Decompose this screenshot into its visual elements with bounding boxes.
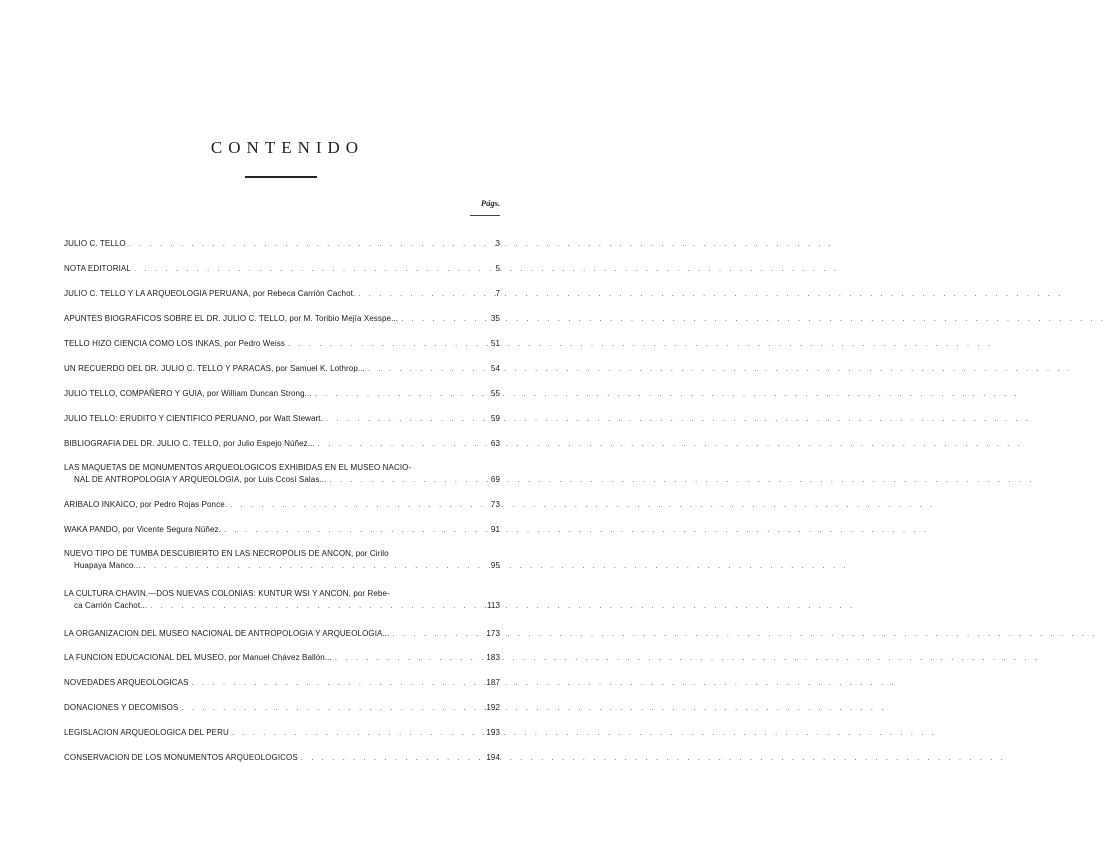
toc-entry <box>64 288 500 300</box>
toc-entry-line <box>64 727 500 739</box>
toc-entry <box>64 499 500 511</box>
toc-entry-title: LEGISLACION ARQUEOLOGICA DEL PERU <box>64 728 229 737</box>
toc-entry-line <box>64 588 500 600</box>
toc-entry-line <box>64 677 500 689</box>
toc-entry-title: LA CULTURA CHAVIN.—DOS NUEVAS COLONIAS: KUNTUR WSI Y ANCON, por Rebe- <box>64 589 390 598</box>
dot-leader <box>365 363 476 375</box>
toc-entry-line <box>64 628 500 640</box>
toc-entry <box>64 677 500 689</box>
toc-entry-page-number: 63 <box>490 439 500 448</box>
dot-leader <box>323 413 476 425</box>
toc-entry-title: JULIO TELLO: ERUDITO Y CIENTIFICO PERUANO, por Watt Stewart. <box>64 414 323 423</box>
toc-entry-line <box>64 474 500 486</box>
dot-leader <box>326 474 476 486</box>
toc-entry <box>64 263 500 275</box>
toc-entry-line <box>64 600 500 612</box>
toc-entry-line <box>64 238 500 250</box>
toc-entry-line <box>64 263 500 275</box>
toc-entry-title: ca Carrión Cachot... <box>74 601 148 610</box>
dot-leader <box>189 677 476 689</box>
toc-entry-title: BIBLIOGRAFIA DEL DR. JULIO C. TELLO, por Julio Espejo Núñez... <box>64 439 315 448</box>
toc-entry-line <box>64 363 500 375</box>
pages-column-label: Págs. <box>480 198 500 208</box>
toc-entry-page-number: 187 <box>486 678 500 687</box>
dot-leader <box>229 727 476 739</box>
toc-entry <box>64 702 500 714</box>
toc-entry <box>64 652 500 664</box>
toc-entry <box>64 338 500 350</box>
toc-entry-line <box>64 702 500 714</box>
toc-entry-line <box>64 652 500 664</box>
toc-entry-line <box>64 499 500 511</box>
toc-entry <box>64 413 500 425</box>
toc-entry <box>64 388 500 400</box>
dot-leader <box>178 702 476 714</box>
dot-leader <box>227 499 476 511</box>
toc-entry-title: NOVEDADES ARQUEOLOGICAS <box>64 678 189 687</box>
toc-entry <box>64 588 500 612</box>
toc-entry <box>64 462 500 486</box>
toc-entry-page-number: 7 <box>495 289 500 298</box>
toc-entry-title: JULIO C. TELLO <box>64 239 126 248</box>
toc-entry-page-number: 193 <box>486 728 500 737</box>
toc-entry-line <box>64 313 500 325</box>
toc-entry-line <box>64 560 500 572</box>
dot-leader <box>332 652 476 664</box>
dot-leader <box>126 238 476 250</box>
toc-entry-line <box>64 338 500 350</box>
toc-entry-line <box>64 548 500 560</box>
toc-entry-title: LA FUNCION EDUCACIONAL DEL MUSEO, por Manuel Chávez Ballón... <box>64 653 332 662</box>
toc-entry-page-number: 35 <box>490 314 500 323</box>
dot-leader <box>398 313 476 325</box>
toc-entry <box>64 438 500 450</box>
toc-entry-line <box>64 462 500 474</box>
toc-entry-title: APUNTES BIOGRAFICOS SOBRE EL DR. JULIO C. TELLO, por M. Toribio Mejía Xesspe... <box>64 314 399 323</box>
dot-leader <box>141 560 476 572</box>
dot-leader <box>147 600 476 612</box>
dot-leader <box>298 752 476 764</box>
toc-entry-page-number: 5 <box>495 264 500 273</box>
toc-entry-page-number: 73 <box>490 500 500 509</box>
pages-label-underline <box>470 215 500 216</box>
toc-entry-line <box>64 438 500 450</box>
toc-entry-page-number: 91 <box>490 525 500 534</box>
toc-entry-title: TELLO HIZO CIENCIA COMO LOS INKAS, por Pedro Weiss <box>64 339 285 348</box>
toc-entry-page-number: 54 <box>490 364 500 373</box>
toc-entry-title: NOTA EDITORIAL <box>64 264 131 273</box>
toc-entry <box>64 752 500 764</box>
toc-entry-page-number: 51 <box>490 339 500 348</box>
toc-entry-line <box>64 524 500 536</box>
dot-leader <box>355 288 476 300</box>
toc-entry-line <box>64 388 500 400</box>
toc-entry-page-number: 194 <box>486 753 500 762</box>
toc-entry-line <box>64 413 500 425</box>
toc-entry-line <box>64 752 500 764</box>
toc-entry-page-number: 3 <box>495 239 500 248</box>
toc-entry-title: LAS MAQUETAS DE MONUMENTOS ARQUEOLOGICOS EXHIBIDAS EN EL MUSEO NACIO- <box>64 463 412 472</box>
dot-leader <box>315 438 476 450</box>
toc-entry-page-number: 183 <box>486 653 500 662</box>
toc-entry-title: NAL DE ANTROPOLOGIA Y ARQUEOLOGIA, por Luis Ccosí Salas... <box>74 475 327 484</box>
toc-entry <box>64 524 500 536</box>
toc-entry-title: Huapaya Manco... <box>74 561 141 570</box>
toc-entry-title: ARIBALO INKAICO, por Pedro Rojas Ponce. <box>64 500 228 509</box>
toc-entry-page-number: 55 <box>490 389 500 398</box>
toc-entry-line <box>64 288 500 300</box>
toc-entry-title: WAKA PANDO, por Vicente Segura Núñez. <box>64 525 221 534</box>
toc-entry-title: LA ORGANIZACION DEL MUSEO NACIONAL DE ANTROPOLOGIA Y ARQUEOLOGIA... <box>64 629 390 638</box>
toc-entry-title: NUEVO TIPO DE TUMBA DESCUBIERTO EN LAS NECROPOLIS DE ANCON, por Cirilo <box>64 549 389 558</box>
dot-leader <box>131 263 476 275</box>
dot-leader <box>389 628 476 640</box>
dot-leader <box>312 388 476 400</box>
toc-entry <box>64 628 500 640</box>
toc-entry <box>64 548 500 572</box>
toc-entry-title: DONACIONES Y DECOMISOS <box>64 703 179 712</box>
toc-entry-title: CONSERVACION DE LOS MONUMENTOS ARQUEOLOGICOS <box>64 753 298 762</box>
toc-entry <box>64 727 500 739</box>
toc-entry-page-number: 59 <box>490 414 500 423</box>
toc-entry-page-number: 113 <box>486 601 500 610</box>
toc-entry-title: JULIO TELLO, COMPAÑERO Y GUIA, por William Duncan Strong... <box>64 389 312 398</box>
dot-leader <box>285 338 476 350</box>
toc-entry <box>64 363 500 375</box>
toc-entry-page-number: 69 <box>490 475 500 484</box>
page-title: CONTENIDO <box>210 138 365 157</box>
toc-entry-title: UN RECUERDO DEL DR. JULIO C. TELLO Y PARACAS, por Samuel K. Lothrop... <box>64 364 365 373</box>
toc-entry-page-number: 95 <box>490 561 500 570</box>
dot-leader <box>221 524 476 536</box>
toc-entry <box>64 238 500 250</box>
toc-entry-title: JULIO C. TELLO Y LA ARQUEOLOGIA PERUANA, por Rebeca Carrión Cachot. <box>64 289 356 298</box>
toc-entry-page-number: 192 <box>486 703 500 712</box>
title-underline <box>245 176 317 178</box>
toc-entry-page-number: 173 <box>486 629 500 638</box>
toc-entry <box>64 313 500 325</box>
